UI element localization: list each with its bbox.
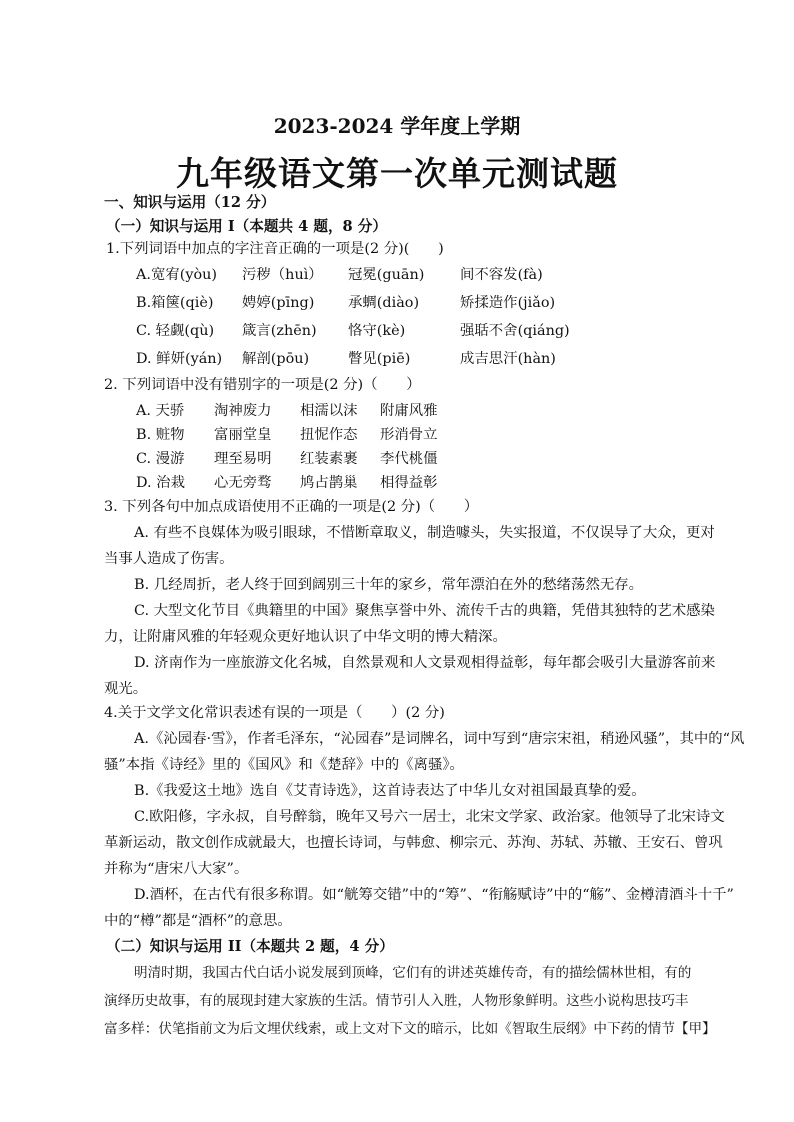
q4-option-c-line2: 革新运动，散文创作成就最大，也擅长诗词，与韩愈、柳宗元、苏洵、苏轼、苏辙、王安石、曾巩 (104, 835, 723, 851)
q3-option-d-line1: D. 济南作为一座旅游文化名城，自然景观和人文景观相得益彰，每年都会吸引大量游客前来 (134, 655, 716, 671)
passage-line-1: 明清时期，我国古代白话小说发展到顶峰，它们有的讲述英雄传奇，有的描绘儒林世相，有的 (134, 965, 692, 981)
q2-option-a: A. 天骄 淘神废力 相濡以沫 附庸风雅 (136, 403, 438, 419)
q1-option-d: D. 鲜妍(yán) 解剖(pōu) 瞥见(piē) 成吉思汗(hàn) (136, 351, 556, 367)
q4-option-d-line1: D.酒杯，在古代有很多称谓。如“觥筹交错”中的“筹”、“衔觞赋诗”中的“觞”、金樽清酒斗十千” (134, 887, 734, 903)
passage-line-3: 富多样：伏笔指前文为后文埋伏线索，或上文对下文的暗示，比如《智取生辰纲》中下药的情节【甲】 (104, 1021, 716, 1037)
question-3-stem: 3. 下列各句中加点成语使用不正确的一项是(2 分)（ ） (104, 499, 479, 515)
q3-option-a-line2: 当事人造成了伤害。 (104, 551, 234, 567)
question-4-stem: 4.关于文学文化常识表述有误的一项是（ ）(2 分) (104, 705, 445, 721)
q4-option-b: B.《我爱这土地》选自《艾青诗选》，这首诗表达了中华儿女对祖国最真挚的爱。 (134, 783, 646, 799)
q4-option-a-line1: A.《沁园春·雪》，作者毛泽东，“沁园春”是词牌名，词中写到“唐宗宋祖，稍逊风骚”，其中的“风 (134, 731, 745, 747)
q2-option-d: D. 治栽 心无旁骛 鸠占鹊巢 相得益彰 (136, 475, 438, 491)
question-2-stem: 2. 下列词语中没有错别字的一项是(2 分)（ ） (104, 377, 421, 393)
q3-option-c-line1: C. 大型文化节目《典籍里的中国》聚焦享誉中外、流传千古的典籍，凭借其独特的艺术感染 (134, 603, 715, 619)
q2-option-c: C. 漫游 理至易明 红装素裹 李代桃僵 (136, 451, 438, 467)
q2-option-b: B. 赃物 富丽堂皇 扭怩作态 形消骨立 (136, 427, 438, 443)
exam-year-heading: 2023-2024 学年度上学期 (273, 114, 521, 138)
q3-option-c-line2: 力，让附庸风雅的年轻观众更好地认识了中华文明的博大精深。 (104, 629, 507, 645)
q3-option-a-line1: A. 有些不良媒体为吸引眼球，不惜断章取义，制造噱头，失实报道，不仅误导了大众，更对 (134, 525, 715, 541)
q3-option-d-line2: 观光。 (104, 681, 148, 697)
q4-option-d-line2: 中的“樽”都是“酒杯”的意思。 (104, 913, 292, 929)
q4-option-a-line2: 骚”本指《诗经》里的《国风》和《楚辞》中的《离骚》。 (104, 757, 464, 773)
exam-title: 九年级语文第一次单元测试题 (176, 154, 618, 193)
q1-option-a: A.宽宥(yòu) 污秽（huì） 冠冕(guān) 间不容发(fà) (136, 267, 543, 283)
q4-option-c-line3: 并称为“唐宋八大家”。 (104, 861, 249, 877)
passage-line-2: 演绎历史故事，有的展现封建大家族的生活。情节引人入胜，人物形象鲜明。这些小说构思技巧丰 (104, 993, 689, 1009)
q1-option-b: B.箱箧(qiè) 娉婷(pīng) 承蜩(diào) 矫揉造作(jiǎo) (136, 295, 556, 311)
q1-option-c: C. 轻觑(qù) 箴言(zhēn) 恪守(kè) 强聒不舍(qiáng) (136, 323, 570, 339)
q3-option-b: B. 几经周折，老人终于回到阔别三十年的家乡，常年漂泊在外的愁绪荡然无存。 (134, 577, 644, 593)
subsection-heading: （一）知识与运用 I（本题共 4 题，8 分） (106, 218, 387, 235)
q4-option-c-line1: C.欧阳修，字永叔，自号醉翁，晚年又号六一居士，北宋文学家、政治家。他领导了北宋诗文 (134, 809, 725, 825)
section-heading: 一、知识与运用（12 分） (104, 194, 276, 211)
subsection-heading-2: （二）知识与运用 II（本题共 2 题，4 分） (106, 938, 394, 955)
question-1-stem: 1.下列词语中加点的字注音正确的一项是(2 分)( ) (106, 241, 444, 257)
